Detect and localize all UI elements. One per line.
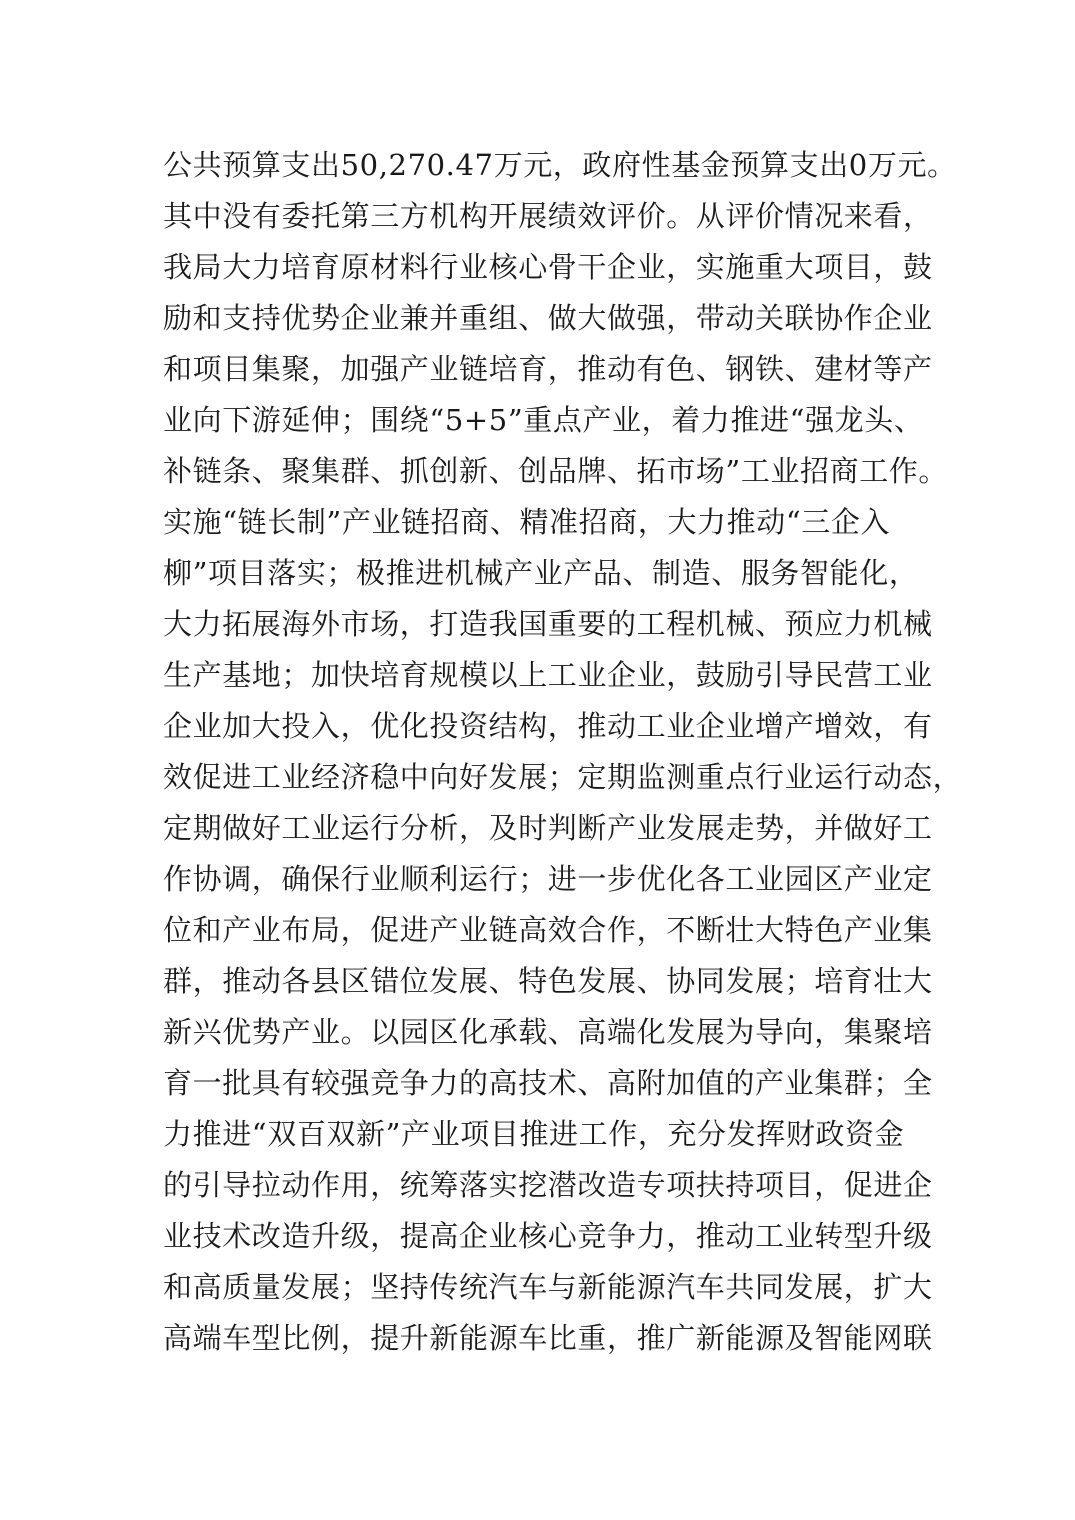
text-line: 大力拓展海外市场，打造我国重要的工程机械、预应力机械 (163, 607, 933, 641)
text-line: 位和产业布局，促进产业链高效合作，不断壮大特色产业集 (163, 913, 933, 947)
text-line: 业技术改造升级，提高企业核心竞争力，推动工业转型升级 (163, 1219, 933, 1253)
text-line: 作协调，确保行业顺利运行；进一步优化各工业园区产业定 (163, 862, 933, 896)
text-line: 和高质量发展；坚持传统汽车与新能源汽车共同发展，扩大 (163, 1270, 933, 1304)
text-line: 和项目集聚，加强产业链培育，推动有色、钢铁、建材等产 (163, 352, 933, 386)
text-line: 企业加大投入，优化投资结构，推动工业企业增产增效，有 (163, 709, 933, 743)
text-line: 实施“链长制”产业链招商、精准招商，大力推动“三企入 (163, 505, 891, 539)
text-line: 新兴优势产业。以园区化承载、高端化发展为导向，集聚培 (163, 1015, 933, 1049)
text-line: 育一批具有较强竞争力的高技术、高附加值的产业集群；全 (163, 1066, 933, 1100)
text-line: 的引导拉动作用，统筹落实挖潜改造专项扶持项目，促进企 (163, 1168, 933, 1202)
body-text (163, 140, 963, 1364)
text-line: 励和支持优势企业兼并重组、做大做强，带动关联协作企业 (163, 301, 933, 335)
text-line: 群，推动各县区错位发展、特色发展、协同发展；培育壮大 (163, 964, 933, 998)
text-line: 我局大力培育原材料行业核心骨干企业，实施重大项目，鼓 (163, 250, 933, 284)
text-line: 效促进工业经济稳中向好发展；定期监测重点行业运行动态， (163, 760, 963, 794)
text-line: 公共预算支出50,270.47万元，政府性基金预算支出0万元。 (163, 148, 957, 182)
text-line: 力推进“双百双新”产业项目推进工作，充分发挥财政资金 (163, 1117, 905, 1151)
text-line: 补链条、聚集群、抓创新、创品牌、拓市场”工业招商工作。 (163, 454, 949, 488)
text-line: 生产基地；加快培育规模以上工业企业，鼓励引导民营工业 (163, 658, 933, 692)
text-line: 业向下游延伸；围绕“5+5”重点产业，着力推进“强龙头、 (163, 403, 924, 437)
text-line: 其中没有委托第三方机构开展绩效评价。从评价情况来看， (163, 199, 933, 233)
text-line: 高端车型比例，提升新能源车比重，推广新能源及智能网联 (163, 1321, 933, 1355)
text-line: 定期做好工业运行分析，及时判断产业发展走势，并做好工 (163, 811, 933, 845)
text-line: 柳”项目落实；极推进机械产业产品、制造、服务智能化， (163, 556, 919, 590)
